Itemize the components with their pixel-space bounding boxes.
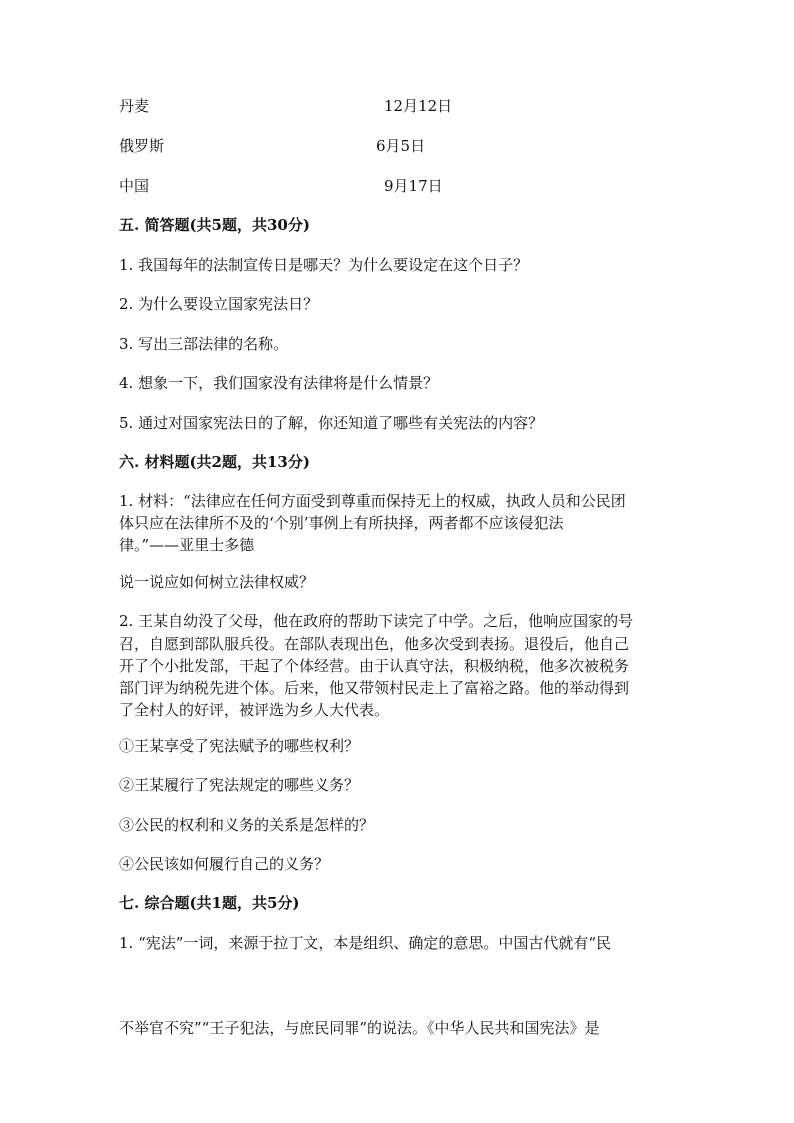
country-name: 中国 xyxy=(119,177,150,195)
sub-question: ③公民的权利和义务的关系是怎样的？ xyxy=(119,816,375,834)
question-item: 4. 想象一下，我们国家没有法律将是什么情景？ xyxy=(119,374,439,392)
material-line: 部门评为纳税先进个体。后来，他又带领村民走上了富裕之路。他的举动得到 xyxy=(119,679,630,697)
material-line: 2. 王某自幼没了父母，他在政府的帮助下读完了中学。之后，他响应国家的号 xyxy=(119,612,634,630)
sub-question: ④公民该如何履行自己的义务？ xyxy=(119,855,330,873)
sub-question: ①王某享受了宪法赋予的哪些权利？ xyxy=(119,737,360,755)
country-date: 6月5日 xyxy=(376,137,426,155)
country-date: 9月17日 xyxy=(384,177,443,195)
section-heading: 六. 材料题(共2题，共13分) xyxy=(119,453,310,471)
material-line: 召，自愿到部队服兵役。在部队表现出色，他多次受到表扬。退役后，他自己 xyxy=(119,635,630,653)
question-item: 1. “宪法”一词，来源于拉丁文，本是组织、确定的意思。中国古代就有“民 xyxy=(119,934,612,952)
material-line: 律。”——亚里士多德 xyxy=(119,536,255,554)
question-item: 2. 为什么要设立国家宪法日？ xyxy=(119,295,319,313)
material-line: 体只应在法律所不及的‘个别’事例上有所抉择，两者都不应该侵犯法 xyxy=(119,514,564,532)
section-heading: 七. 综合题(共1题，共5分) xyxy=(119,894,300,912)
material-line: 了全村人的好评，被评选为乡人大代表。 xyxy=(119,701,390,719)
question-item: 说一说应如何树立法律权威？ xyxy=(119,573,315,591)
question-item: 3. 写出三部法律的名称。 xyxy=(119,335,289,353)
question-item: 5. 通过对国家宪法日的了解，你还知道了哪些有关宪法的内容？ xyxy=(119,414,544,432)
country-date: 12月12日 xyxy=(384,97,453,115)
question-item: 不举官不究”“王子犯法，与庶民同罪”的说法。《中华人民共和国宪法》是 xyxy=(119,1019,600,1037)
question-item: 1. 我国每年的法制宣传日是哪天？为什么要设定在这个日子？ xyxy=(119,256,529,274)
sub-question: ②王某履行了宪法规定的哪些义务？ xyxy=(119,776,360,794)
country-name: 丹麦 xyxy=(119,97,150,115)
material-line: 1. 材料：“法律应在任何方面受到尊重而保持无上的权威，执政人员和公民团 xyxy=(119,492,626,510)
section-heading: 五. 简答题(共5题，共30分) xyxy=(119,216,310,234)
material-line: 开了个小批发部，干起了个体经营。由于认真守法，积极纳税，他多次被税务 xyxy=(119,657,630,675)
country-name: 俄罗斯 xyxy=(119,137,165,155)
